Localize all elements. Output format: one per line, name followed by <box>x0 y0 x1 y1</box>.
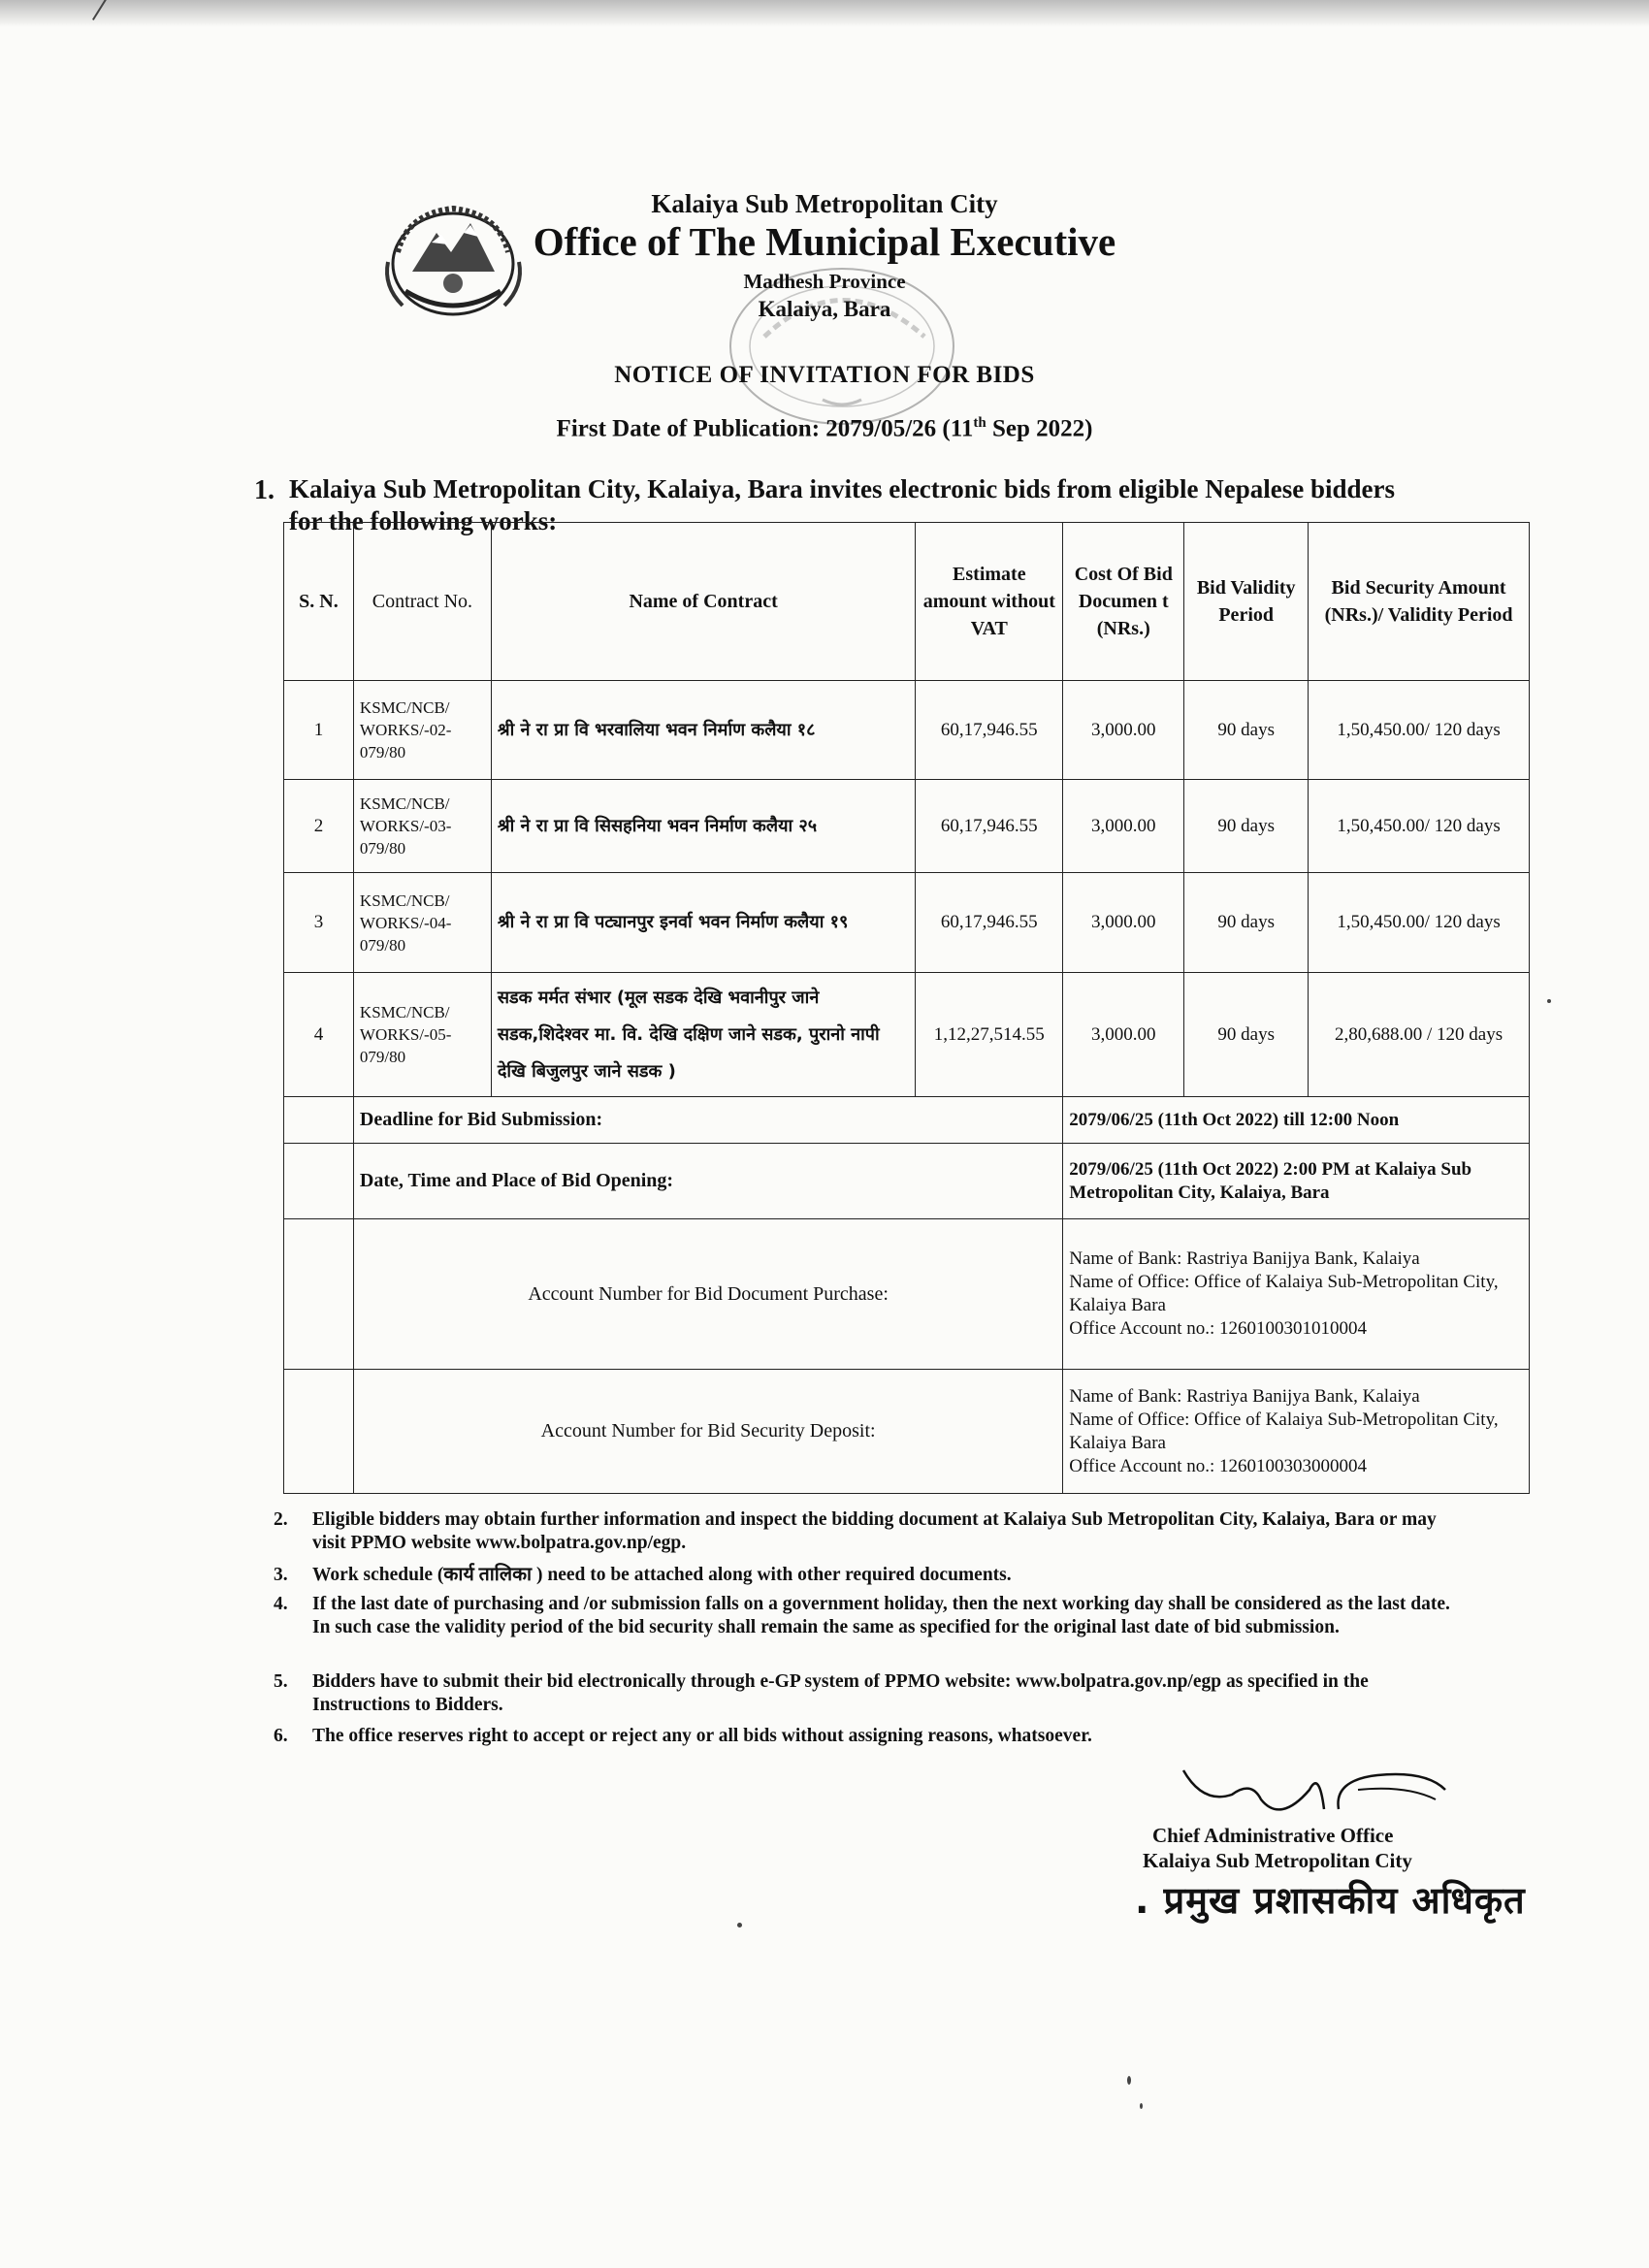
col-header-cost: Cost Of Bid Documen t (NRs.) <box>1063 523 1184 681</box>
row-validity: 90 days <box>1184 780 1309 873</box>
signature-title: Chief Administrative Office <box>1152 1824 1394 1847</box>
opening-label: Date, Time and Place of Bid Opening: <box>353 1144 1062 1219</box>
scan-speck <box>1140 2103 1143 2109</box>
header-location: Kalaiya, Bara <box>758 297 891 321</box>
clause-number: 2. <box>274 1509 288 1530</box>
scan-speck <box>1127 2076 1131 2085</box>
col-header-name: Name of Contract <box>491 523 915 681</box>
header-province: Madhesh Province <box>743 270 906 293</box>
clause-number: 6. <box>274 1726 288 1746</box>
row-estimate: 60,17,946.55 <box>916 681 1063 780</box>
row-security: 2,80,688.00 / 120 days <box>1309 973 1530 1097</box>
clause-4 <box>274 1593 1452 1639</box>
empty-cell <box>284 1219 354 1370</box>
header-city: Kalaiya Sub Metropolitan City <box>651 189 998 218</box>
row-contract-no: KSMC/NCB/ WORKS/-04-079/80 <box>353 873 491 973</box>
row-validity: 90 days <box>1184 681 1309 780</box>
notice-title: NOTICE OF INVITATION FOR BIDS <box>614 362 1035 388</box>
doc-purchase-details <box>1063 1219 1530 1370</box>
empty-cell <box>284 1370 354 1494</box>
handwritten-signature <box>1154 1751 1474 1829</box>
row-estimate: 60,17,946.55 <box>916 780 1063 873</box>
col-header-sn: S. N. <box>284 523 354 681</box>
opening-row <box>284 1144 1530 1219</box>
doc-purchase-office: Name of Office: Office of Kalaiya Sub-Metropolitan City, Kalaiya Bara <box>1069 1272 1499 1315</box>
security-deposit-label: Account Number for Bid Security Deposit: <box>353 1370 1062 1494</box>
clause-text: Bidders have to submit their bid electronically through e-GP system of PPMO website: www.bolpatra.gov.np/egp as specified in the Instructions to Bidders. <box>312 1671 1369 1715</box>
row-validity: 90 days <box>1184 973 1309 1097</box>
row-sn: 1 <box>284 681 354 780</box>
publication-date: First Date of Publication: 2079/05/26 (11th Sep 2022) <box>556 415 1093 442</box>
row-estimate: 60,17,946.55 <box>916 873 1063 973</box>
row-contract-name: श्री ने रा प्रा वि सिसहनिया भवन निर्माण कलैया २५ <box>491 780 915 873</box>
clause-5 <box>274 1670 1452 1717</box>
clause-6 <box>274 1725 1452 1748</box>
security-office: Name of Office: Office of Kalaiya Sub-Metropolitan City, Kalaiya Bara <box>1069 1409 1499 1453</box>
clause-2 <box>274 1508 1452 1555</box>
col-header-estimate: Estimate amount without VAT <box>916 523 1063 681</box>
row-validity: 90 days <box>1184 873 1309 973</box>
row-contract-no: KSMC/NCB/ WORKS/-03-079/80 <box>353 780 491 873</box>
security-deposit-details <box>1063 1370 1530 1494</box>
row-estimate: 1,12,27,514.55 <box>916 973 1063 1097</box>
row-contract-no: KSMC/NCB/ WORKS/-02-079/80 <box>353 681 491 780</box>
signature-stamp-text: . प्रमुख प्रशासकीय अधिकृत <box>1135 1879 1526 1922</box>
clause-text: Eligible bidders may obtain further information and inspect the bidding document at Kalaiya Sub Metropolitan City, Kalaiya, Bara or may visit PPMO website www.bolpatra.gov.np/egp. <box>312 1509 1437 1553</box>
clause-number: 3. <box>274 1565 288 1585</box>
doc-purchase-account: Office Account no.: 1260100301010004 <box>1069 1318 1368 1339</box>
doc-purchase-label: Account Number for Bid Document Purchase: <box>353 1219 1062 1370</box>
table-row <box>284 973 1530 1097</box>
row-contract-name: श्री ने रा प्रा वि पट्यानपुर इनर्वा भवन निर्माण कलैया १९ <box>491 873 915 973</box>
row-cost: 3,000.00 <box>1063 780 1184 873</box>
deadline-value: 2079/06/25 (11th Oct 2022) till 12:00 Noon <box>1063 1097 1530 1144</box>
intro-number: 1. <box>254 475 275 505</box>
table-row <box>284 873 1530 973</box>
row-security: 1,50,450.00/ 120 days <box>1309 873 1530 973</box>
clause-3 <box>274 1564 1452 1587</box>
clause-number: 5. <box>274 1671 288 1692</box>
intro-text: Kalaiya Sub Metropolitan City, Kalaiya, Bara invites electronic bids from eligible Nepalese bidders for the following works: <box>289 474 1395 535</box>
security-deposit-row <box>284 1370 1530 1494</box>
row-security: 1,50,450.00/ 120 days <box>1309 780 1530 873</box>
clause-text: If the last date of purchasing and /or submission falls on a government holiday, then the next working day shall be considered as the last date. In such case the validity period of the bid security shall remain the same as specified for the original last date of bid submission. <box>312 1594 1450 1637</box>
col-header-validity: Bid Validity Period <box>1184 523 1309 681</box>
clause-text: Work schedule (कार्य तालिका ) need to be attached along with other required documents. <box>312 1565 1012 1585</box>
deadline-label: Deadline for Bid Submission: <box>353 1097 1062 1144</box>
row-cost: 3,000.00 <box>1063 681 1184 780</box>
table-header-row <box>284 523 1530 681</box>
doc-purchase-bank: Name of Bank: Rastriya Banijya Bank, Kalaiya <box>1069 1248 1420 1269</box>
col-header-contract-no: Contract No. <box>353 523 491 681</box>
col-header-security: Bid Security Amount (NRs.)/ Validity Period <box>1309 523 1530 681</box>
scan-shadow <box>0 0 1649 27</box>
row-sn: 2 <box>284 780 354 873</box>
header-office: Office of The Municipal Executive <box>533 219 1116 264</box>
deadline-row <box>284 1097 1530 1144</box>
row-contract-name: श्री ने रा प्रा वि भरवालिया भवन निर्माण कलैया १८ <box>491 681 915 780</box>
clause-number: 4. <box>274 1594 288 1614</box>
row-sn: 4 <box>284 973 354 1097</box>
table-row <box>284 681 1530 780</box>
signature-city: Kalaiya Sub Metropolitan City <box>1143 1849 1412 1872</box>
empty-cell <box>284 1097 354 1144</box>
security-bank: Name of Bank: Rastriya Banijya Bank, Kalaiya <box>1069 1385 1420 1407</box>
row-cost: 3,000.00 <box>1063 873 1184 973</box>
clause-text: The office reserves right to accept or reject any or all bids without assigning reasons, whatsoever. <box>312 1726 1092 1746</box>
opening-value: 2079/06/25 (11th Oct 2022) 2:00 PM at Kalaiya Sub Metropolitan City, Kalaiya, Bara <box>1063 1144 1530 1219</box>
scan-speck <box>737 1923 742 1928</box>
row-cost: 3,000.00 <box>1063 973 1184 1097</box>
scan-speck <box>1547 999 1551 1003</box>
security-account: Office Account no.: 1260100303000004 <box>1069 1455 1368 1476</box>
row-contract-name: सडक मर्मत संभार (मूल सडक देखि भवानीपुर जाने सडक,शिदेश्वर मा. वि. देखि दक्षिण जाने सडक, पुरानो नापी देखि बिजुलपुर जाने सडक ) <box>491 973 915 1097</box>
empty-cell <box>284 1144 354 1219</box>
bids-table <box>283 522 1530 1494</box>
row-security: 1,50,450.00/ 120 days <box>1309 681 1530 780</box>
row-sn: 3 <box>284 873 354 973</box>
table-row <box>284 780 1530 873</box>
row-contract-no: KSMC/NCB/ WORKS/-05-079/80 <box>353 973 491 1097</box>
doc-purchase-row <box>284 1219 1530 1370</box>
